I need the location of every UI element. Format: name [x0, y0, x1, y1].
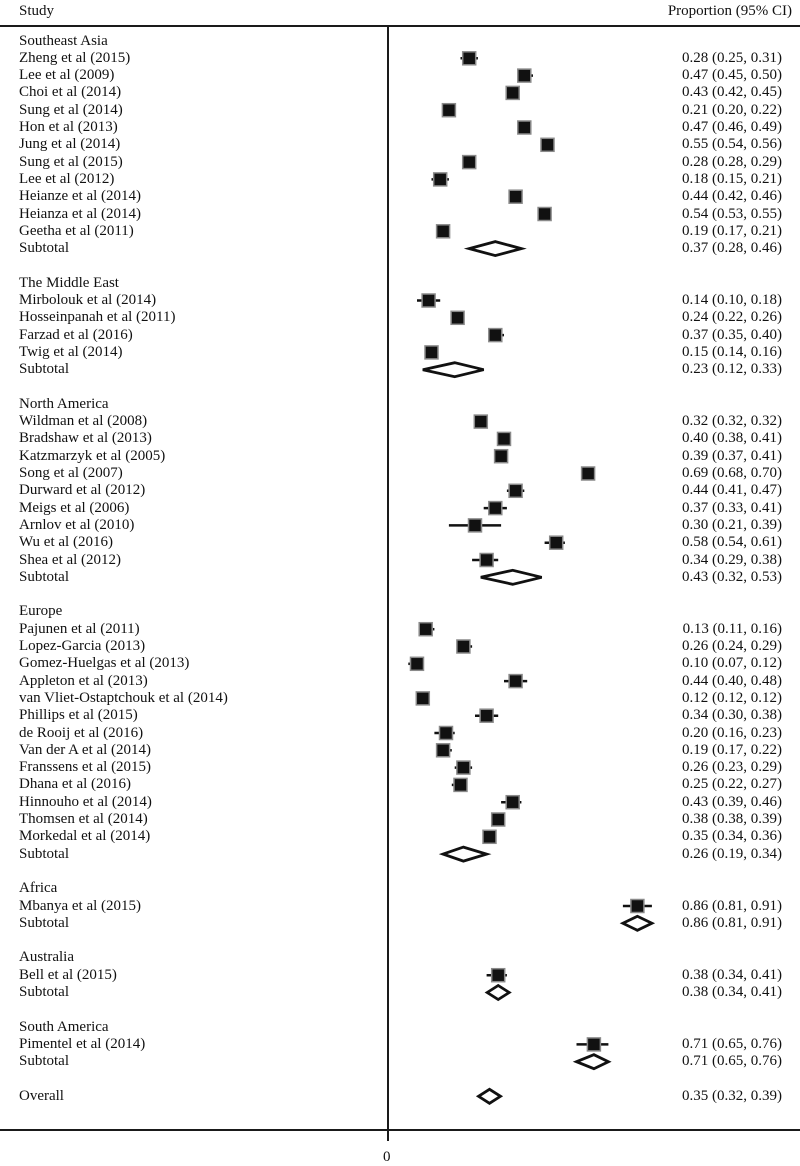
study-label: Geetha et al (2011): [19, 222, 134, 239]
study-estimate-text: 0.40 (0.38, 0.41): [682, 430, 782, 447]
study-label: Phillips et al (2015): [19, 707, 138, 724]
study-label: Franssens et al (2015): [19, 759, 152, 776]
group-header: North America: [19, 395, 109, 412]
study-label: Sung et al (2015): [19, 153, 123, 170]
study-label: Thomsen et al (2014): [19, 811, 148, 827]
study-label: Hinnouho et al (2014): [19, 793, 152, 810]
study-label: Bell et al (2015): [19, 966, 117, 983]
study-label: Song et al (2007): [19, 465, 123, 481]
study-label: Wu et al (2016): [19, 534, 113, 551]
study-label: Sung et al (2014): [19, 101, 123, 118]
group-header: The Middle East: [19, 274, 119, 291]
study-estimate-text: 0.28 (0.25, 0.31): [682, 49, 782, 66]
study-estimate-text: 0.10 (0.07, 0.12): [682, 655, 782, 672]
study-estimate-text: 0.32 (0.32, 0.32): [682, 413, 782, 430]
study-label: Durward et al (2012): [19, 482, 146, 499]
subtotal-estimate-text: 0.23 (0.12, 0.33): [682, 361, 782, 378]
study-estimate-text: 0.44 (0.40, 0.48): [682, 672, 782, 689]
study-estimate-text: 0.86 (0.81, 0.91): [682, 897, 782, 914]
subtotal-estimate-text: 0.37 (0.28, 0.46): [682, 240, 782, 257]
study-label: de Rooij et al (2016): [19, 724, 144, 741]
study-estimate-text: 0.47 (0.46, 0.49): [682, 119, 782, 135]
study-estimate-text: 0.55 (0.54, 0.56): [682, 136, 782, 153]
study-label: Appleton et al (2013): [19, 672, 148, 689]
study-estimate-text: 0.54 (0.53, 0.55): [682, 205, 782, 222]
study-label: Arnlov et al (2010): [19, 516, 135, 533]
study-estimate-text: 0.69 (0.68, 0.70): [682, 465, 782, 481]
study-estimate-text: 0.43 (0.42, 0.45): [682, 84, 782, 101]
overall-estimate-text: 0.35 (0.32, 0.39): [682, 1087, 782, 1104]
study-label: Hon et al (2013): [19, 119, 118, 135]
study-estimate-text: 0.19 (0.17, 0.22): [682, 741, 782, 758]
group-header: Africa: [19, 880, 58, 897]
study-estimate-text: 0.43 (0.39, 0.46): [682, 793, 782, 810]
study-estimate-text: 0.26 (0.23, 0.29): [682, 759, 782, 776]
group-header: Australia: [19, 949, 74, 966]
subtotal-label: Subtotal: [19, 240, 70, 257]
study-estimate-text: 0.25 (0.22, 0.27): [682, 776, 782, 793]
study-estimate-text: 0.24 (0.22, 0.26): [682, 309, 782, 326]
study-estimate-text: 0.44 (0.42, 0.46): [682, 188, 782, 205]
study-label: van Vliet-Ostaptchouk et al (2014): [19, 689, 228, 706]
study-label: Van der A et al (2014): [19, 741, 152, 758]
subtotal-estimate-text: 0.26 (0.19, 0.34): [682, 845, 782, 862]
study-estimate-text: 0.71 (0.65, 0.76): [682, 1035, 782, 1052]
study-label: Mirbolouk et al (2014): [19, 292, 157, 308]
study-estimate-text: 0.38 (0.34, 0.41): [682, 966, 782, 983]
study-estimate-text: 0.12 (0.12, 0.12): [682, 689, 782, 706]
study-label: Pimentel et al (2014): [19, 1035, 146, 1052]
study-label: Hosseinpanah et al (2011): [19, 309, 176, 326]
subtotal-label: Subtotal: [19, 845, 70, 862]
study-estimate-text: 0.20 (0.16, 0.23): [682, 724, 782, 741]
group-header: South America: [19, 1018, 109, 1035]
subtotal-label: Subtotal: [19, 914, 70, 931]
study-estimate-text: 0.37 (0.35, 0.40): [682, 326, 782, 343]
study-label: Gomez-Huelgas et al (2013): [19, 655, 190, 672]
subtotal-label: Subtotal: [19, 984, 70, 1000]
x-axis-tick-zero: 0: [383, 1149, 391, 1165]
study-label: Lee et al (2012): [19, 170, 115, 187]
study-estimate-text: 0.39 (0.37, 0.41): [682, 447, 782, 464]
study-label: Mbanya et al (2015): [19, 897, 142, 914]
study-estimate-text: 0.28 (0.28, 0.29): [682, 153, 782, 170]
study-label: Dhana et al (2016): [19, 776, 132, 793]
study-estimate-text: 0.19 (0.17, 0.21): [682, 222, 782, 239]
study-estimate-text: 0.14 (0.10, 0.18): [682, 292, 782, 308]
study-label: Zheng et al (2015): [19, 49, 131, 66]
subtotal-label: Subtotal: [19, 568, 70, 585]
study-label: Meigs et al (2006): [19, 499, 130, 516]
study-label: Bradshaw et al (2013): [19, 430, 152, 447]
study-estimate-text: 0.58 (0.54, 0.61): [682, 534, 782, 551]
overall-label: Overall: [19, 1087, 64, 1104]
group-header: Europe: [19, 603, 63, 620]
study-label: Heianze et al (2014): [19, 188, 142, 205]
study-label: Shea et al (2012): [19, 551, 122, 568]
study-label: Choi et al (2014): [19, 84, 122, 101]
study-label: Morkedal et al (2014): [19, 828, 151, 845]
subtotal-estimate-text: 0.86 (0.81, 0.91): [682, 914, 782, 931]
study-column-header: Study: [19, 3, 55, 19]
group-header: Southeast Asia: [19, 32, 108, 49]
study-label: Wildman et al (2008): [19, 413, 148, 430]
study-label: Twig et al (2014): [19, 343, 123, 360]
study-estimate-text: 0.35 (0.34, 0.36): [682, 828, 782, 845]
subtotal-label: Subtotal: [19, 361, 70, 378]
subtotal-estimate-text: 0.38 (0.34, 0.41): [682, 984, 782, 1000]
study-estimate-text: 0.18 (0.15, 0.21): [682, 170, 782, 187]
study-label: Katzmarzyk et al (2005): [19, 447, 166, 464]
subtotal-estimate-text: 0.71 (0.65, 0.76): [682, 1053, 782, 1070]
study-estimate-text: 0.13 (0.11, 0.16): [682, 620, 782, 637]
study-label: Heianza et al (2014): [19, 205, 142, 222]
study-label: Lee et al (2009): [19, 67, 115, 84]
study-label: Lopez-Garcia (2013): [19, 638, 146, 654]
study-estimate-text: 0.44 (0.41, 0.47): [682, 482, 782, 499]
study-estimate-text: 0.21 (0.20, 0.22): [682, 101, 782, 118]
study-estimate-text: 0.15 (0.14, 0.16): [682, 343, 782, 360]
study-label: Pajunen et al (2011): [19, 620, 140, 637]
study-estimate-text: 0.38 (0.38, 0.39): [682, 811, 782, 827]
study-label: Farzad et al (2016): [19, 326, 133, 343]
study-label: Jung et al (2014): [19, 136, 121, 153]
proportion-column-header: Proportion (95% CI): [667, 3, 792, 19]
subtotal-estimate-text: 0.43 (0.32, 0.53): [682, 568, 782, 585]
study-estimate-text: 0.34 (0.30, 0.38): [682, 707, 782, 724]
study-estimate-text: 0.34 (0.29, 0.38): [682, 551, 782, 568]
subtotal-label: Subtotal: [19, 1053, 70, 1070]
study-estimate-text: 0.37 (0.33, 0.41): [682, 499, 782, 516]
study-estimate-text: 0.47 (0.45, 0.50): [682, 67, 782, 84]
study-estimate-text: 0.26 (0.24, 0.29): [682, 638, 782, 654]
study-estimate-text: 0.30 (0.21, 0.39): [682, 516, 782, 533]
